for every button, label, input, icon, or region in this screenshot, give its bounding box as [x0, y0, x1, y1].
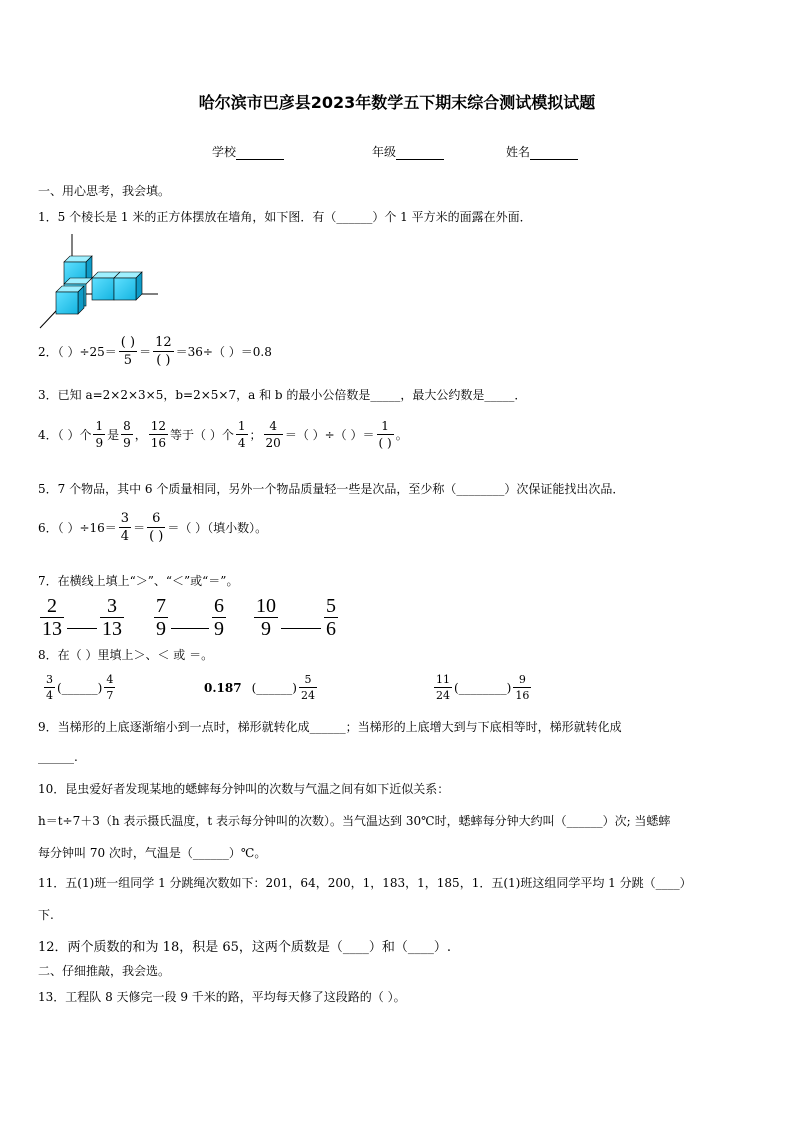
q8-p3-right — [513, 674, 531, 701]
q7-p1-ad: 13 — [42, 618, 62, 640]
question-2 — [38, 336, 272, 367]
grade-field[interactable] — [372, 143, 444, 160]
q7-p3-ad: 9 — [261, 618, 271, 640]
q4-fraction-1 — [93, 420, 105, 449]
q2-text-a: 2．（ ）÷25＝ — [38, 345, 117, 359]
q7-p1-bn: 3 — [100, 596, 124, 618]
question-4 — [38, 420, 408, 449]
q2-f1-den: 5 — [123, 353, 133, 368]
q6-f1-num: 3 — [120, 511, 130, 526]
cube-back-right — [114, 272, 142, 300]
q8-p3-left — [434, 674, 452, 701]
question-13: 13．工程队 8 天修完一段 9 千米的路，平均每天修了这段路的（ ）。 — [38, 990, 406, 1004]
question-5: 5．7 个物品，其中 6 个质量相同，另外一个物品质量轻一些是次品，至少称（________）次保证能找出次品． — [38, 482, 625, 496]
q8-comparison-1 — [42, 674, 117, 701]
q7-p3-bn: 5 — [326, 595, 336, 617]
q4-fraction-4 — [236, 420, 248, 449]
q4-text-g: 。 — [395, 428, 408, 442]
q4-f3-den: 16 — [150, 436, 167, 450]
q7-p2-left — [154, 596, 168, 639]
question-12: 12．两个质数的和为 18，积是 65，这两个质数是（____）和（____）. — [38, 940, 452, 955]
q2-f2-den[interactable]: ( ) — [156, 353, 171, 368]
q8-p2-left: 0.187 — [204, 680, 242, 695]
q7-p3-blank[interactable] — [281, 628, 321, 629]
q7-p3-bd: 6 — [326, 618, 336, 640]
q7-p1-left — [40, 596, 64, 639]
q8-p2-blank[interactable]: (______) — [251, 680, 297, 695]
question-11-line-2: 下. — [38, 908, 54, 922]
q2-fraction-1 — [119, 336, 137, 367]
q8-p3-ad: 24 — [436, 689, 450, 702]
q7-p1-right — [100, 596, 124, 639]
q8-p2-bn: 5 — [299, 674, 317, 688]
q6-f1-den: 4 — [120, 529, 130, 544]
question-3: 3．已知 a=2×2×3×5，b=2×5×7，a 和 b 的最小公倍数是_____，最大公约数是_____． — [38, 388, 527, 402]
q4-f6-num: 1 — [377, 420, 394, 435]
q6-text-a: 6．（ ）÷16＝ — [38, 521, 117, 535]
q7-p1-blank[interactable] — [67, 628, 97, 629]
q7-p2-right — [212, 596, 226, 639]
q4-f1-den: 9 — [95, 436, 104, 450]
q4-f4-num: 1 — [237, 419, 246, 433]
q6-text-b: ＝ — [133, 521, 146, 535]
q4-f3-num: 12 — [150, 419, 167, 433]
q4-fraction-6 — [377, 420, 394, 449]
q2-text-b: ＝36÷（ ）＝0.8 — [175, 345, 272, 359]
q2-f1-num[interactable]: ( ) — [120, 335, 136, 350]
question-1: 1．5 个棱长是 1 米的正方体摆放在墙角，如下图．有（______）个 1 平方米的面露在外面． — [38, 210, 532, 224]
q7-p2-ad: 9 — [156, 618, 166, 640]
q4-f5-num: 4 — [264, 420, 283, 435]
grade-label: 年级 — [372, 145, 397, 159]
section-one-heading: 一、用心思考，我会填。 — [38, 184, 171, 198]
cube-stack-figure — [36, 232, 162, 332]
q4-fraction-5 — [264, 420, 283, 449]
q7-p2-bn: 6 — [214, 595, 224, 617]
q6-f2-num: 6 — [147, 512, 165, 528]
q7-p1-bd: 13 — [102, 618, 122, 640]
q4-f2-den: 9 — [123, 436, 131, 450]
q2-f2-num: 12 — [155, 335, 172, 350]
q4-f1-num: 1 — [95, 419, 104, 433]
q4-text-b: 是 — [107, 428, 120, 442]
q8-p3-bn: 9 — [513, 674, 531, 688]
q8-p1-blank[interactable]: (______) — [57, 680, 103, 695]
q8-p1-ad: 4 — [46, 689, 53, 702]
q4-text-e: ； — [249, 428, 262, 442]
name-label: 姓名 — [506, 145, 531, 159]
q7-p2-blank[interactable] — [171, 628, 209, 629]
q7-p3-left — [254, 596, 278, 639]
q2-fraction-2 — [153, 336, 174, 367]
q7-comparison-1 — [38, 596, 126, 639]
q7-p3-right — [324, 596, 338, 639]
question-11-line-1: 11．五(1)班一组同学 1 分跳绳次数如下：201，64，200，1，183，1，185，1．五(1)班这组同学平均 1 分跳（____） — [38, 876, 692, 890]
q6-fraction-1 — [119, 512, 131, 543]
q7-p2-bd: 9 — [214, 618, 224, 640]
q4-fraction-2 — [121, 420, 133, 449]
school-blank[interactable] — [236, 159, 284, 160]
q8-p3-bd: 16 — [515, 689, 530, 702]
q4-text-d: 等于（ ）个 — [170, 428, 234, 442]
q4-text-f: ＝（ ）÷（ ）＝ — [284, 428, 375, 442]
question-9-line-1: 9．当梯形的上底逐渐缩小到一点时，梯形就转化成______；当梯形的上底增大到与下底相等时，梯形就转化成 — [38, 720, 622, 734]
q8-p1-an: 3 — [46, 673, 53, 686]
cube-front — [56, 286, 84, 314]
q7-p2-an: 7 — [156, 595, 166, 617]
name-blank[interactable] — [530, 159, 578, 160]
q8-p1-left — [44, 674, 55, 701]
q4-text-c: ， — [134, 428, 147, 442]
question-7: 7．在横线上填上“＞”、“＜”或“＝”。 — [38, 574, 239, 588]
school-label: 学校 — [212, 145, 237, 159]
q8-p3-blank[interactable]: (________) — [454, 680, 512, 695]
q6-text-c: ＝（ ）（填小数）。 — [167, 521, 268, 535]
question-9-line-2: ______. — [38, 750, 78, 764]
grade-blank[interactable] — [396, 159, 444, 160]
section-two-heading: 二、仔细推敲，我会选。 — [38, 964, 171, 978]
school-field[interactable] — [212, 143, 284, 160]
q8-comparison-2 — [204, 674, 319, 701]
q8-p1-bn: 4 — [106, 673, 114, 686]
question-8: 8．在（ ）里填上＞、＜ 或 ＝。 — [38, 648, 214, 662]
q8-p1-bd: 7 — [106, 689, 114, 702]
q6-fraction-2 — [147, 512, 165, 543]
q8-p3-an: 11 — [436, 673, 450, 686]
q4-f6-den[interactable]: ( ) — [378, 436, 392, 450]
question-10-line-1: 10．昆虫爱好者发现某地的蟋蟀每分钟叫的次数与气温之间有如下近似关系： — [38, 782, 450, 796]
q8-p2-right — [299, 674, 317, 701]
q7-p3-an: 10 — [256, 595, 276, 617]
question-10-line-2: h＝t÷7＋3（h 表示摄氏温度，t 表示每分钟叫的次数）。当气温达到 30℃时，蟋蟀每分钟大约叫（______）次; 当蟋蟀 — [38, 814, 671, 828]
question-10-line-3: 每分钟叫 70 次时，气温是（______）℃。 — [38, 846, 267, 860]
q8-p2-bd: 24 — [300, 689, 315, 702]
q7-comparison-2 — [152, 596, 228, 639]
q8-p1-right — [104, 674, 115, 701]
q8-comparison-3 — [432, 674, 533, 701]
q4-f4-den: 4 — [237, 436, 246, 450]
page-title: 哈尔滨市巴彦县2023年数学五下期末综合测试模拟试题 — [198, 93, 596, 112]
q7-comparison-3 — [252, 596, 340, 639]
q7-p1-an: 2 — [40, 596, 64, 618]
q4-f2-num: 8 — [123, 419, 131, 433]
question-6 — [38, 512, 267, 543]
q2-eq: ＝ — [139, 345, 152, 359]
q4-text-a: 4．（ ）个 — [38, 428, 92, 442]
q6-f2-den[interactable]: ( ) — [149, 529, 164, 544]
q4-fraction-3 — [149, 420, 168, 449]
q4-f5-den: 20 — [265, 436, 281, 450]
name-field[interactable] — [506, 143, 578, 160]
